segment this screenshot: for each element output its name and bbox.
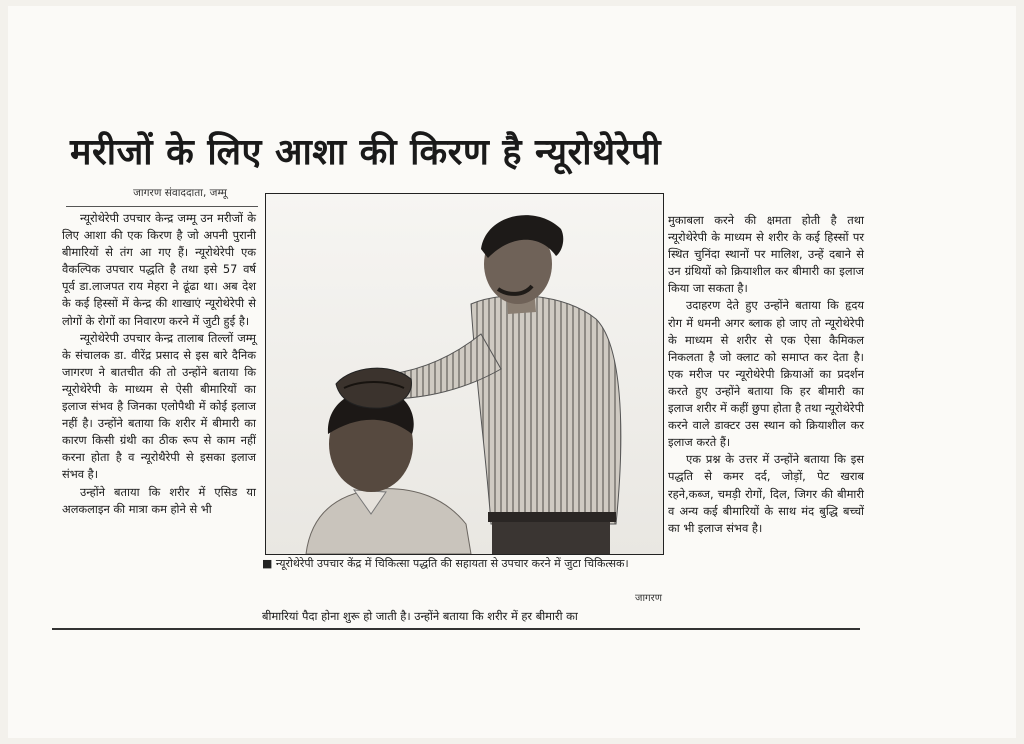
headline: मरीजों के लिए आशा की किरण है न्यूरोथेरेपी [70, 132, 662, 173]
left-paragraph: उन्होंने बताया कि शरीर में एसिड या अलकलाइन की मात्रा कम होने से भी [62, 484, 256, 516]
bottom-divider [52, 628, 860, 630]
photo-caption: ■ न्यूरोथेरेपी उपचार केंद्र में चिकित्सा पद्धति की सहायता से उपचार करने में जुटा चिकित्सक। [262, 557, 629, 570]
left-paragraph: न्यूरोथेरेपी उपचार केन्द्र तालाब तिल्लों जम्मू के संचालक डा. वीरेंद्र प्रसाद से इस बारे दैनिक जागरण ने बातचीत की तो उन्होंने बताया कि न्यूरोथेरेपी के माध्यम से ऐसी बीमारियों का इलाज संभव है जिनका एलोपैथी में कोई इलाज नहीं है। उन्होंने बताया कि शरीर में बीमारी का कारण किसी ग्रंथी का ठीक रूप से काम नहीं करना होता है व न्यूरोथैरेपी से इसका इलाज संभव है। [62, 330, 256, 482]
therapy-photo-illustration [266, 194, 663, 554]
byline: जागरण संवाददाता, जम्मू [133, 187, 227, 199]
right-column [668, 212, 864, 537]
left-column [62, 210, 256, 518]
article-photo [265, 193, 664, 555]
continuation-text: बीमारियां पैदा होना शुरू हो जाती है। उन्होंने बताया कि शरीर में हर बीमारी का [262, 609, 578, 623]
right-paragraph: उदाहरण देते हुए उन्होंने बताया कि हृदय रोग में धमनी अगर ब्लाक हो जाए तो न्यूरोथेरेपी के माध्यम से शरीर से एक ऐसा कैमिकल निकलता है जो क्लाट को समाप्त कर देता है। एक मरीज पर न्यूरोथेरेपी क्रियाओं का प्रदर्शन करते हुए उन्होंने बताया कि हर बीमारी का इलाज शरीर में कहीं छुपा होता है तथा न्यूरोथेरेपी करने वाले डाक्टर उस स्थान को क्रियाशील कर इलाज करते हैं। [668, 298, 864, 450]
right-paragraph: मुकाबला करने की क्षमता होती है तथा न्यूरोथेरेपी के माध्यम से शरीर के कई हिस्सों पर स्थित चुनिंदा स्थानों पर मालिश, उन्हें दबाने से उन ग्रंथियों को क्रियाशील कर बीमारी का इलाज किया जा सकता है। [668, 213, 864, 296]
byline-divider [66, 206, 258, 207]
photo-credit: जागरण [635, 593, 662, 604]
left-paragraph: न्यूरोथेरेपी उपचार केन्द्र जम्मू उन मरीजों के लिए आशा की एक किरण है जो अपनी पुरानी बीमारियों से तंग आ गए हैं। न्यूरोथेरेपी एक वैकल्पिक उपचार पद्धति है तथा इसे 57 वर्ष पूर्व डा.लाजपत राय मेहरा ने ढूंढा था। अब देश के कई हिस्सों में केन्द्र की शाखाएं न्यूरोथेरेपी से लोगों के रोगों का निवारण करने में जुटी हुई है। [62, 211, 256, 328]
right-paragraph: एक प्रश्न के उत्तर में उन्होंने बताया कि इस पद्धति से कमर दर्द, जोड़ों, पेट खराब रहने,कब्ज, चमड़ी रोगों, दिल, जिगर की बीमारी व अन्य कई बीमारियों के साथ मंद बुद्धि बच्चों का भी इलाज संभव है। [668, 452, 864, 535]
